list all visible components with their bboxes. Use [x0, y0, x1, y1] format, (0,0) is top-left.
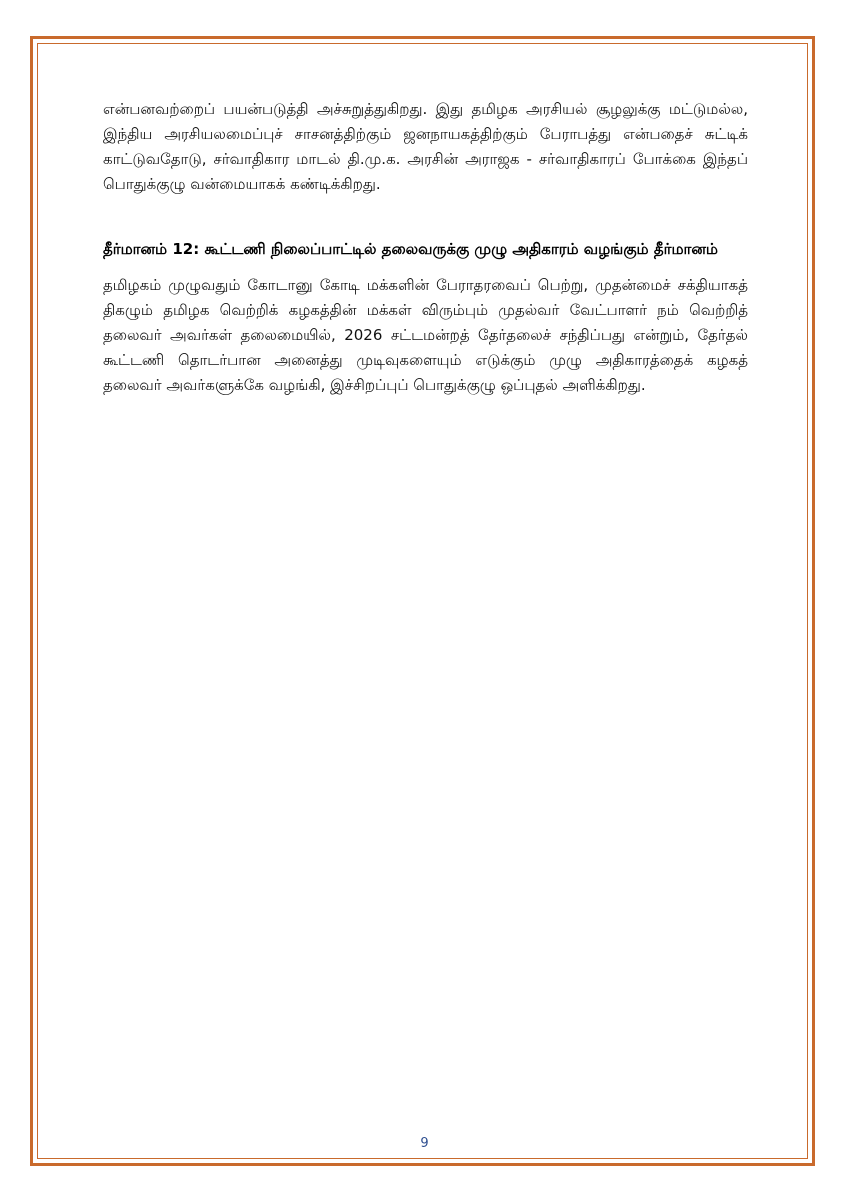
page-number: 9 [420, 1136, 429, 1151]
document-body [103, 97, 748, 398]
resolution-12-body: தமிழகம் முழுவதும் கோடானு கோடி மக்களின் பேராதரவைப் பெற்று, முதன்மைச் சக்தியாகத் திகழும் தமிழக வெற்றிக் கழகத்தின் மக்கள் விரும்பும் முதல்வர் வேட்பாளர் நம் வெற்றித் தலைவர் அவர்கள் தலைமையில், 2026 சட்டமன்றத் தேர்தலைச் சந்திப்பது என்றும், தேர்தல் கூட்டணி தொடர்பான அனைத்து முடிவுகளையும் எடுக்கும் முழு அதிகாரத்தைக் கழகத் தலைவர் அவர்களுக்கே வழங்கி, இச்சிறப்புப் பொதுக்குழு ஒப்புதல் அளிக்கிறது. [103, 276, 748, 394]
resolution-12-heading: தீர்மானம் 12: கூட்டணி நிலைப்பாட்டில் தலைவருக்கு முழு அதிகாரம் வழங்கும் தீர்மானம் [103, 240, 718, 258]
paragraph-continuation: என்பனவற்றைப் பயன்படுத்தி அச்சுறுத்துகிறது. இது தமிழக அரசியல் சூழலுக்கு மட்டுமல்ல, இந்திய அரசியலமைப்புச் சாசனத்திற்கும் ஜனநாயகத்திற்கும் பேராபத்து என்பதைச் சுட்டிக் காட்டுவதோடு, சர்வாதிகார மாடல் தி.மு.க. அரசின் அராஜக - சர்வாதிகாரப் போக்கை இந்தப் பொதுக்குழு வன்மையாகக் கண்டிக்கிறது. [103, 100, 748, 193]
